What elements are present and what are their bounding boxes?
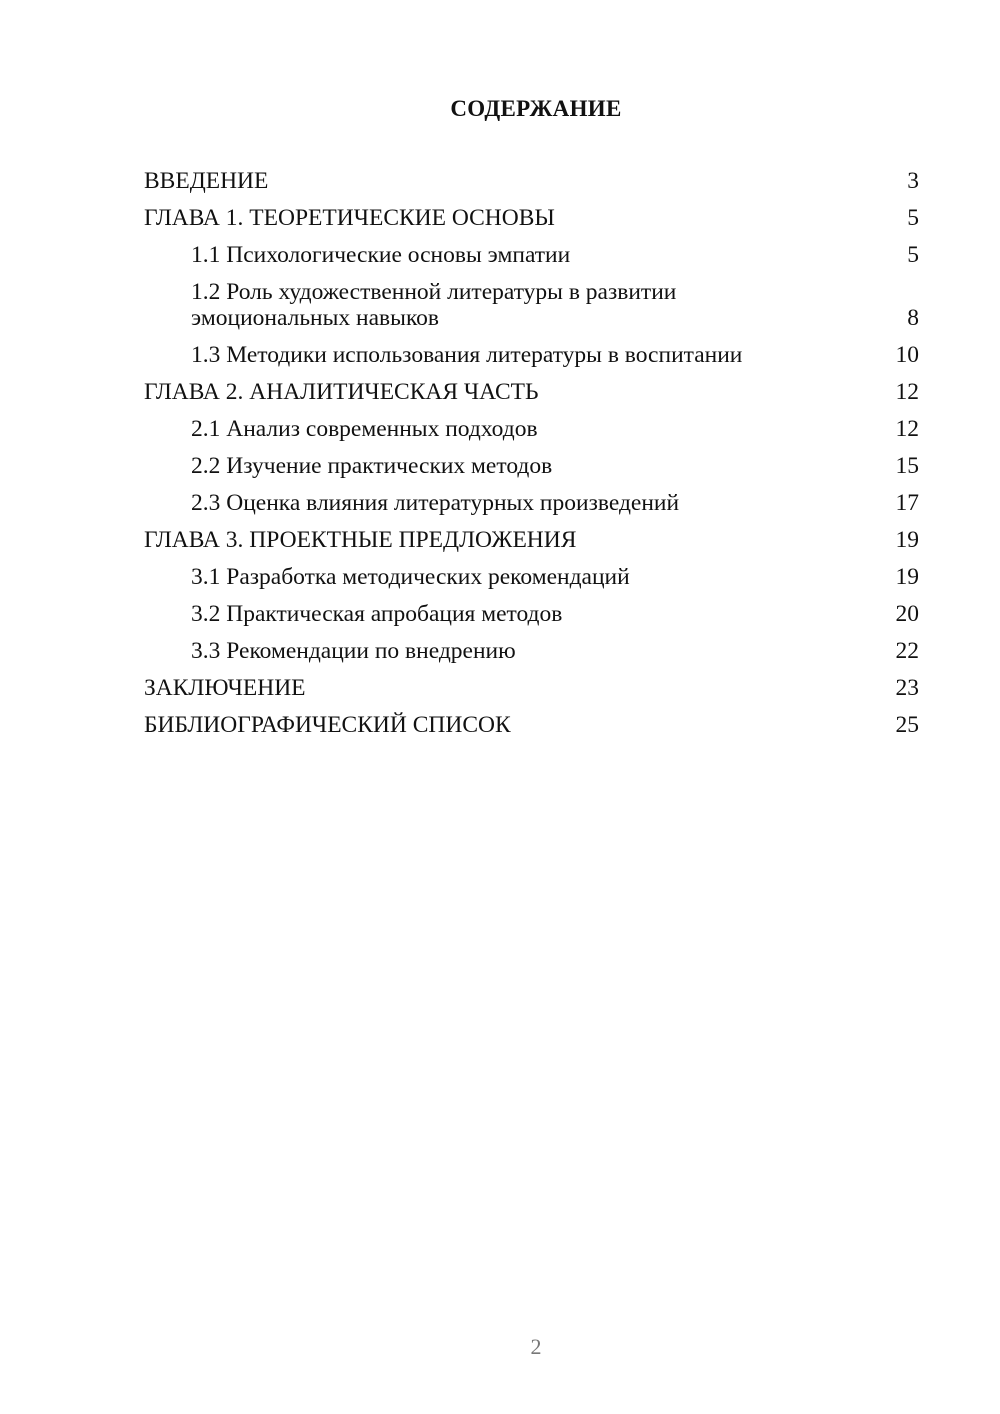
toc-item-page: 12 — [895, 379, 919, 405]
toc-item-bibliography[interactable] — [144, 712, 919, 738]
toc-item-label: БИБЛИОГРАФИЧЕСКИЙ СПИСОК — [144, 712, 511, 738]
toc-item-introduction[interactable] — [144, 168, 919, 194]
toc-item-label: ГЛАВА 2. АНАЛИТИЧЕСКАЯ ЧАСТЬ — [144, 379, 539, 405]
toc-item-page: 5 — [907, 205, 919, 231]
toc-item-page: 3 — [907, 168, 919, 194]
toc-title: СОДЕРЖАНИЕ — [450, 96, 622, 121]
toc-item-section-1-2[interactable] — [144, 279, 919, 331]
toc-item-section-1-1[interactable] — [144, 242, 919, 268]
toc-item-label: 2.3 Оценка влияния литературных произведений — [191, 490, 680, 516]
toc-item-page: 15 — [895, 453, 919, 479]
toc-item-page: 19 — [895, 564, 919, 590]
toc-item-section-3-3[interactable] — [144, 638, 919, 664]
toc-item-page: 25 — [895, 712, 919, 738]
toc-item-chapter-3[interactable] — [144, 527, 919, 553]
toc-item-section-1-3[interactable] — [144, 342, 919, 368]
toc-item-label: ГЛАВА 3. ПРОЕКТНЫЕ ПРЕДЛОЖЕНИЯ — [144, 527, 577, 553]
toc-item-section-2-3[interactable] — [144, 490, 919, 516]
toc-item-page: 23 — [895, 675, 919, 701]
toc-item-label: 3.3 Рекомендации по внедрению — [191, 638, 516, 664]
toc-item-page: 10 — [895, 342, 919, 368]
toc-item-label: ВВЕДЕНИЕ — [144, 168, 269, 194]
toc-item-chapter-2[interactable] — [144, 379, 919, 405]
toc-item-label: 1.3 Методики использования литературы в воспитании — [191, 342, 743, 368]
toc-item-label: 2.2 Изучение практических методов — [191, 453, 553, 479]
toc-item-label: 3.1 Разработка методических рекомендаций — [191, 564, 630, 590]
toc-item-page: 19 — [895, 527, 919, 553]
toc-item-conclusion[interactable] — [144, 675, 919, 701]
table-of-contents — [144, 168, 919, 749]
toc-item-page: 20 — [895, 601, 919, 627]
toc-item-page: 12 — [895, 416, 919, 442]
toc-item-label: 2.1 Анализ современных подходов — [191, 416, 538, 442]
toc-item-section-2-2[interactable] — [144, 453, 919, 479]
toc-item-label: ГЛАВА 1. ТЕОРЕТИЧЕСКИЕ ОСНОВЫ — [144, 205, 555, 231]
toc-item-section-2-1[interactable] — [144, 416, 919, 442]
toc-item-label: 1.1 Психологические основы эмпатии — [191, 242, 571, 268]
toc-item-section-3-1[interactable] — [144, 564, 919, 590]
toc-item-chapter-1[interactable] — [144, 205, 919, 231]
page-number: 2 — [530, 1334, 542, 1359]
toc-item-label: ЗАКЛЮЧЕНИЕ — [144, 675, 306, 701]
toc-item-label: 3.2 Практическая апробация методов — [191, 601, 563, 627]
toc-item-label: 1.2 Роль художественной литературы в развитии эмоциональных навыков — [191, 279, 677, 331]
toc-item-page: 17 — [895, 490, 919, 516]
toc-item-page: 8 — [907, 305, 919, 331]
toc-item-page: 22 — [895, 638, 919, 664]
toc-item-page: 5 — [907, 242, 919, 268]
toc-item-section-3-2[interactable] — [144, 601, 919, 627]
